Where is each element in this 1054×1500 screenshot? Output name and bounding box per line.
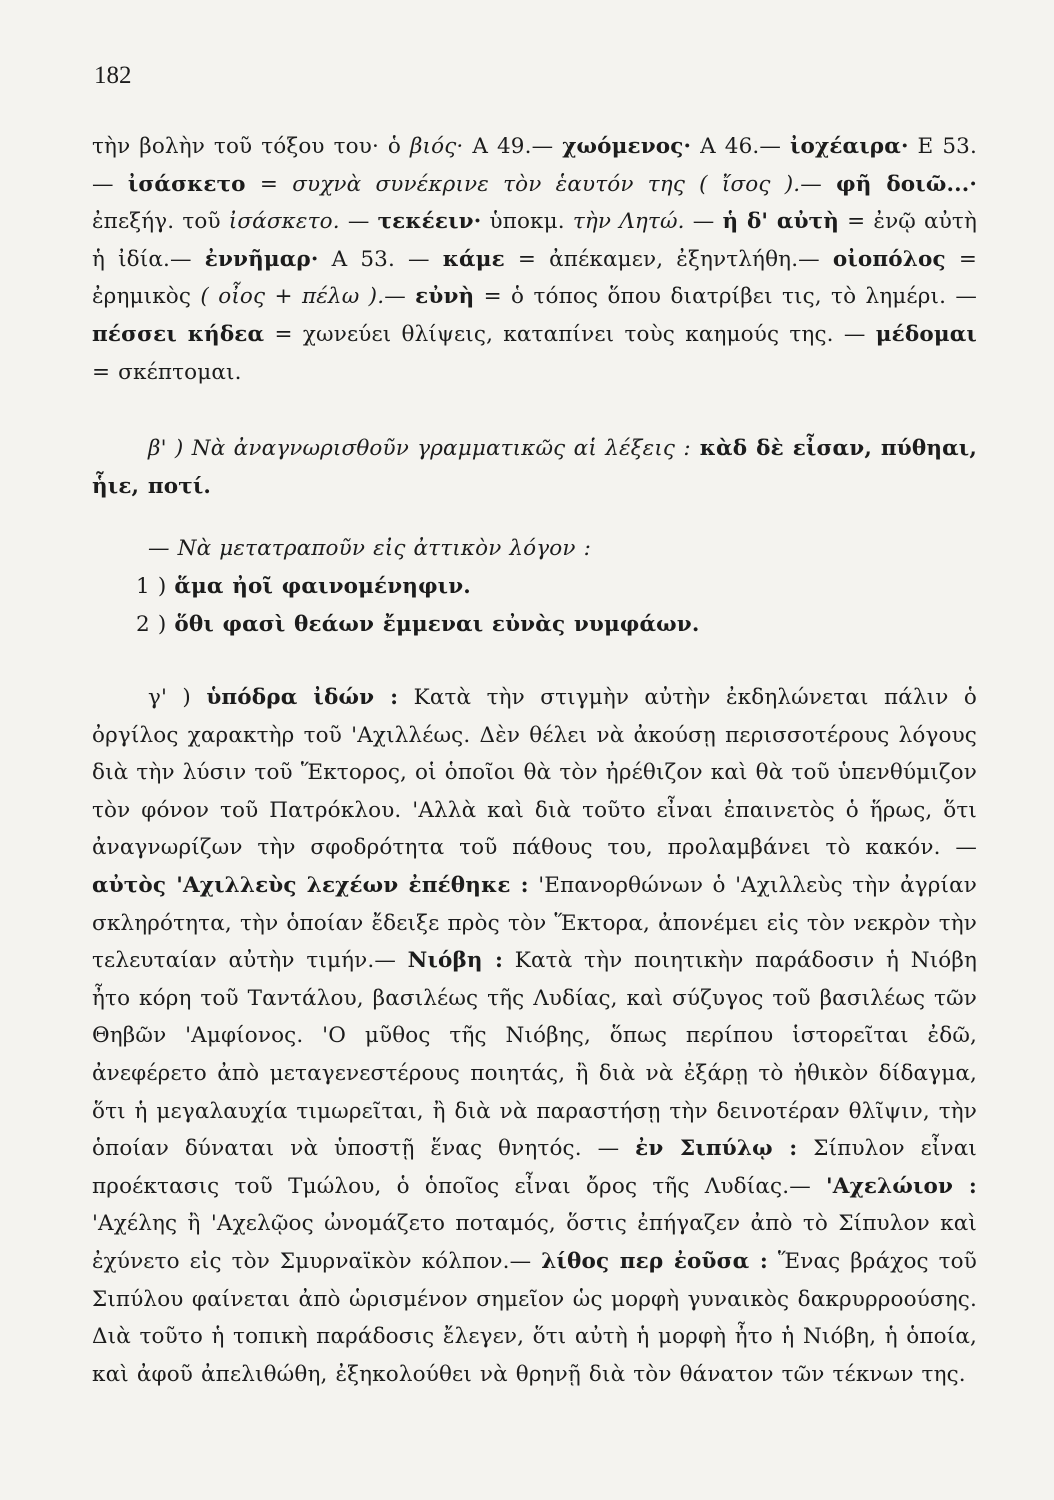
- glossary-text: = ἐνῷ αὐτὴ ἡ ἰδία.—: [92, 209, 978, 272]
- exercise-item-2: [92, 606, 1021, 644]
- exercise-instruction: [92, 530, 977, 568]
- commentary-text: Κατὰ τὴν στιγμὴν αὐτὴν ἐκδηλώνεται πάλιν ὁ ὀργίλος χαρακτὴρ τοῦ 'Αχιλλέως. Δὲν θέλει νὰ ἀκούσῃ περισσοτέρους λόγους διὰ τὴν λύσιν τοῦ Ἕκτορος, οἱ ὁποῖοι θὰ τὸν ἠρέθιζον καὶ θὰ τοῦ ὑπενθύμιζον τὸν φόνον τοῦ Πατρόκλου. 'Αλλὰ καὶ διὰ τοῦτο εἶναι ἐπαινετὸς ὁ ἥρως, ὅτι ἀναγνωρίζων τὴν σφοδρότητα τοῦ πάθους του, προλαμβάνει τὸ κακόν. —: [92, 685, 977, 861]
- glossary-text-italic: ἰσάσκετο.: [228, 209, 340, 235]
- commentary-text: 'Επανορθώνων ὁ 'Αχιλλεὺς τὴν ἀγρίαν σκληρότητα, τὴν ὁποίαν ἔδειξε πρὸς τὸν Ἕκτορα, ἀπονέμει εἰς τὸν νεκρὸν τὴν τελευταίαν αὐτὴν τιμήν.—: [92, 872, 977, 974]
- glossary-term: χωόμενος·: [562, 134, 692, 159]
- glossary-term: οἰοπόλος: [832, 246, 946, 272]
- glossary-text: —: [684, 209, 723, 235]
- instruction-text: — Νὰ μετατραποῦν εἰς ἀττικὸν λόγον :: [148, 536, 591, 561]
- glossary-text: ἐπεξήγ. τοῦ: [92, 209, 229, 235]
- exercise-item-1: [92, 568, 1021, 606]
- item-text: ἅμα ἠοῖ φαινομένηφιν.: [174, 574, 471, 599]
- glossary-text: = ἀπέκαμεν, ἐξηντλήθη.—: [504, 246, 833, 272]
- glossary-term: ἰοχέαιρα·: [790, 134, 909, 159]
- glossary-term: πέσσει κήδεα: [92, 321, 265, 347]
- glossary-term: μέδομαι: [875, 321, 977, 347]
- glossary-text: = σκέπτομαι.: [92, 359, 242, 385]
- glossary-text: —: [800, 171, 837, 197]
- glossary-text: = χωνεύει θλίψεις, καταπίνει τοὺς καημούς της. —: [264, 321, 876, 347]
- commentary-heading: ἐν Σιπύλῳ :: [635, 1136, 798, 1162]
- glossary-text: =: [245, 171, 293, 197]
- glossary-text: = ἐρημικὸς: [92, 246, 977, 310]
- glossary-text: Α 46.—: [691, 134, 790, 159]
- glossary-term: ἐννῆμαρ·: [204, 246, 319, 272]
- glossary-text-italic: βιός·: [409, 134, 464, 159]
- commentary-text: 'Αχέλης ἢ 'Αχελῷος ὠνομάζετο ποταμός, ὅστις ἐπήγαζεν ἀπὸ τὸ Σίπυλον καὶ ἐχύνετο εἰς τὸν Σμυρναϊκὸν κόλπον.—: [92, 1211, 977, 1274]
- commentary-text: Σίπυλον εἶναι προέκτασις τοῦ Τμώλου, ὁ ὁποῖος εἶναι ὄρος τῆς Λυδίας.—: [92, 1136, 977, 1199]
- commentary-heading: λίθος περ ἐοῦσα :: [541, 1248, 768, 1274]
- commentary-gamma: [92, 679, 977, 1393]
- commentary-text: Κατὰ τὴν ποιητικὴν παράδοσιν ἡ Νιόβη ἦτο κόρη τοῦ Ταντάλου, βασιλέως τῆς Λυδίας, καὶ σύζυγος τοῦ βασιλέως τῶν Θηβῶν 'Αμφίονος. 'Ο μῦθος τῆς Νιόβης, ὅπως περίπου ἱστορεῖται ἐδῶ, ἀνεφέρετο ἀπὸ μεταγενεστέρους ποιητάς, ἢ διὰ νὰ ἐξάρῃ τὸ ἠθικὸν δίδαγμα, ὅτι ἡ μεγαλαυχία τιμωρεῖται, ἢ διὰ νὰ παραστήσῃ τὴν δεινοτέραν θλῖψιν, τὴν ὁποίαν δύναται νὰ ὑποστῇ ἕνας θνητός. —: [92, 948, 977, 1162]
- glossary-term: κάμε: [442, 246, 505, 272]
- glossary-term: τεκέειν·: [377, 209, 482, 235]
- item-number: 1 ): [136, 574, 175, 599]
- glossary-text: τὴν βολὴν τοῦ τόξου του· ὁ: [92, 134, 410, 159]
- exercise-beta-words: κὰδ δὲ εἶσαν, πύθηαι, ἧιε, ποτί.: [92, 436, 977, 499]
- commentary-heading: Νιόβη :: [407, 948, 504, 974]
- exercise-beta: [92, 430, 977, 505]
- commentary-heading: 'Αχελώιον :: [826, 1173, 977, 1199]
- commentary-heading: ὑπόδρα ἰδών :: [206, 685, 399, 710]
- glossary-paragraph: [92, 128, 977, 391]
- glossary-text: Ε 53.—: [92, 134, 977, 197]
- glossary-text-italic: συχνὰ συνέκρινε τὸν ἑαυτόν της ( ἴσος ).: [292, 171, 801, 197]
- commentary-text: γ' ): [148, 685, 207, 710]
- item-number: 2 ): [136, 612, 175, 637]
- glossary-term: εὐνὴ: [415, 284, 475, 310]
- glossary-text: —: [339, 209, 378, 235]
- glossary-term: ἰσάσκετο: [127, 171, 246, 197]
- glossary-text: ὑποκμ.: [481, 209, 573, 235]
- glossary-text: = ὁ τόπος ὅπου διατρίβει τις, τὸ λημέρι. —: [474, 284, 978, 310]
- glossary-term: ἡ δ' αὐτὴ: [722, 209, 840, 235]
- glossary-text-italic: τὴν Λητώ.: [572, 209, 685, 235]
- glossary-text-italic: ( οἶος + πέλω ).: [200, 284, 385, 310]
- commentary-heading: αὐτὸς 'Αχιλλεὺς λεχέων ἐπέθηκε :: [92, 872, 529, 898]
- glossary-text: Α 49.—: [463, 134, 563, 159]
- exercise-beta-lead: β' ) Νὰ ἀναγνωρισθοῦν γραμματικῶς αἱ λέξεις :: [148, 436, 691, 461]
- page-number: 182: [94, 62, 132, 89]
- glossary-text: —: [384, 284, 416, 310]
- glossary-text: Α 53. —: [318, 246, 443, 272]
- item-text: ὅθι φασὶ θεάων ἔμμεναι εὐνὰς νυμφάων.: [174, 612, 700, 637]
- commentary-text: Ἕνας βράχος τοῦ Σιπύλου φαίνεται ἀπὸ ὡρισμένον σημεῖον ὡς μορφὴ γυναικὸς δακρυρροούσης. Διὰ τοῦτο ἡ τοπικὴ παράδοσις ἔλεγεν, ὅτι αὐτὴ ἡ μορφὴ ἦτο ἡ Νιόβη, ἡ ὁποία, καὶ ἀφοῦ ἀπελιθώθη, ἐξηκολούθει νὰ θρηνῇ διὰ τὸν θάνατον τῶν τέκνων της.: [92, 1248, 977, 1387]
- glossary-term: φῆ δοιῶ...·: [836, 171, 978, 197]
